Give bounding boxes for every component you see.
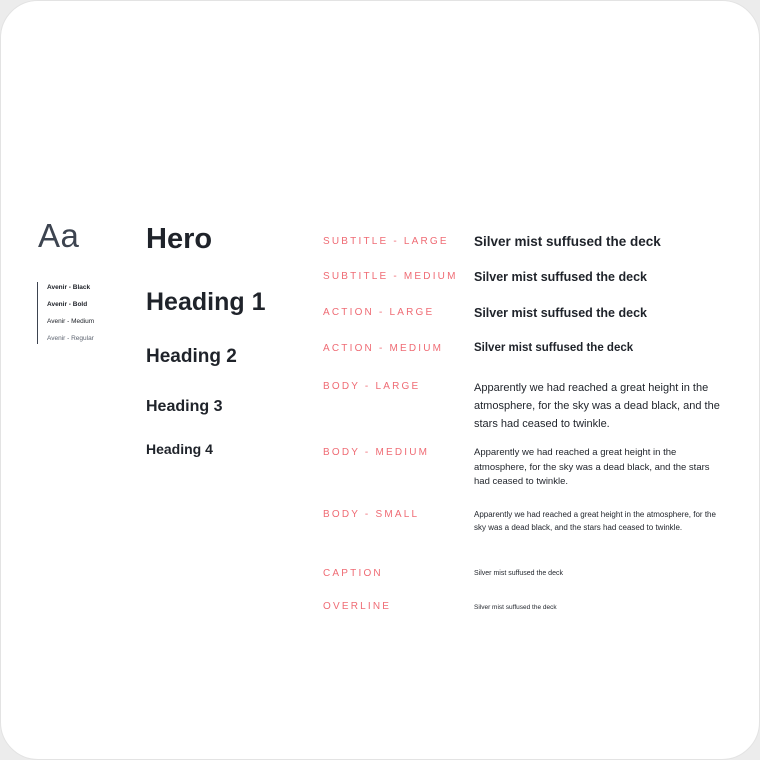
style-sample: Silver mist suffused the deck: [474, 306, 647, 320]
style-label: SUBTITLE - MEDIUM: [323, 271, 458, 282]
style-sample: Silver mist suffused the deck: [474, 270, 647, 284]
heading-2: Heading 2: [146, 346, 237, 367]
font-weight-bold: Avenir - Bold: [47, 301, 88, 308]
font-weight-list: [37, 282, 98, 344]
style-label: SUBTITLE - LARGE: [323, 236, 449, 247]
style-label: BODY - LARGE: [323, 381, 421, 392]
heading-4: Heading 4: [146, 441, 213, 457]
heading-1: Heading 1: [146, 288, 266, 316]
style-sample: Silver mist suffused the deck: [474, 234, 661, 249]
style-sample: Apparently we had reached a great height in the atmosphere, for the sky was a dead black, and the stars had ceased to twinkle.: [474, 510, 716, 532]
font-weight-medium: Avenir - Medium: [47, 318, 95, 325]
style-sample: Apparently we had reached a great height in the atmosphere, for the sky was a dead black, and the stars had ceased to twinkle.: [474, 382, 720, 430]
style-label: ACTION - LARGE: [323, 307, 435, 318]
font-weight-regular: Avenir - Regular: [47, 335, 94, 342]
heading-3: Heading 3: [146, 398, 223, 415]
heading-hero: Hero: [146, 223, 213, 255]
font-glyph-sample: Aa: [38, 217, 80, 254]
font-weight-black: Avenir - Black: [47, 284, 91, 291]
style-label: CAPTION: [323, 568, 383, 579]
style-label: BODY - MEDIUM: [323, 447, 430, 458]
style-sample: Apparently we had reached a great height in the atmosphere, for the sky was a dead black, and the stars had ceased to twinkle.: [474, 447, 710, 487]
style-label: OVERLINE: [323, 601, 392, 612]
style-label: ACTION - MEDIUM: [323, 343, 444, 354]
style-sample: Silver mist suffused the deck: [474, 604, 557, 611]
style-label: BODY - SMALL: [323, 509, 420, 520]
style-sample: Silver mist suffused the deck: [474, 342, 634, 354]
style-sample: Silver mist suffused the deck: [474, 570, 563, 577]
